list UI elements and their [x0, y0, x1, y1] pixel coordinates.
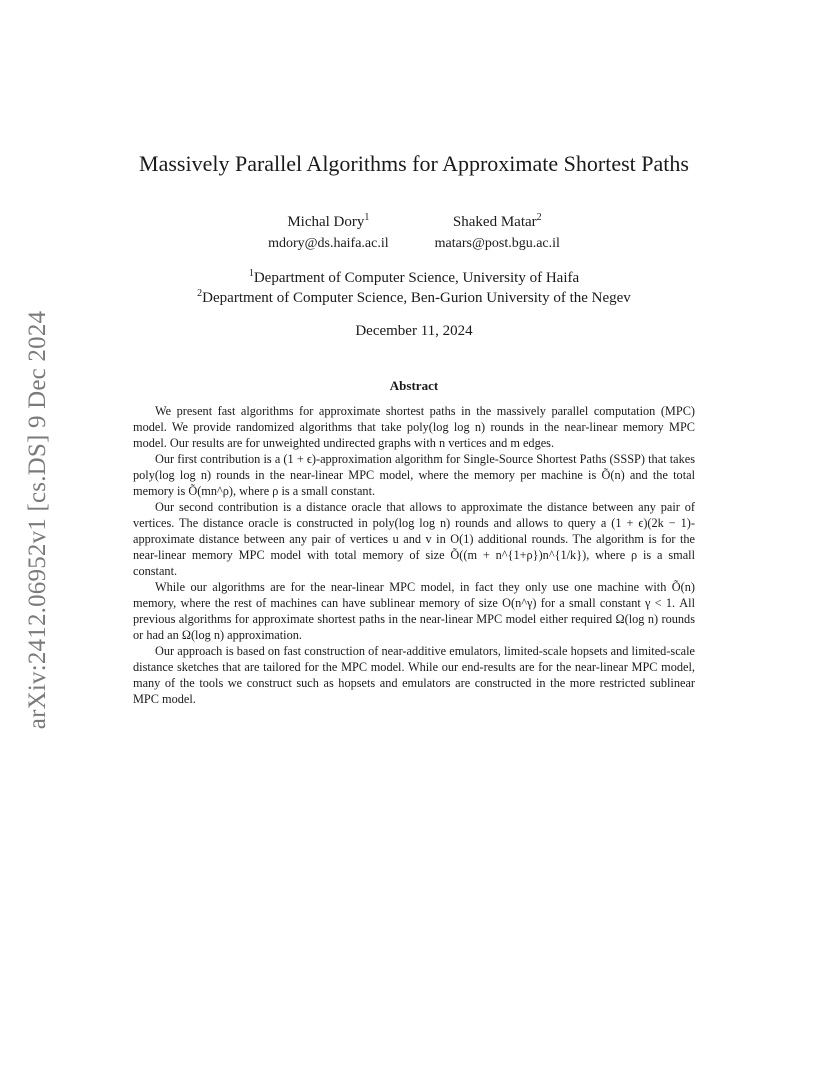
affiliation-marker: 1	[248, 268, 254, 279]
abstract-body	[133, 403, 695, 707]
paper-title: Massively Parallel Algorithms for Approximate Shortest Paths	[139, 151, 689, 176]
abstract-paragraph: Our second contribution is a distance oracle that allows to approximate the distance between any pair of vertices. The distance oracle is constructed in poly(log log n) rounds and allows to query a (1 + ϵ)(2k − 1)-approximate distance between any pair of vertices u and v in O(1) additional rounds. The algorithm is for the near-linear memory MPC model with total memory of size Õ((m + n^{1+ρ})n^{1/k}), where ρ is a small constant.	[133, 500, 695, 578]
author-email: matars@post.bgu.ac.il	[434, 236, 560, 251]
affiliation-list	[0, 268, 828, 308]
abstract-paragraph: Our approach is based on fast construction of near-additive emulators, limited-scale hopsets and limited-scale distance sketches that are tailored for the MPC model. While our end-results are for the near-linear MPC model, many of the tools we construct such as hopsets and emulators are constructed in the more restricted sublinear MPC model.	[133, 644, 695, 706]
author-affiliation-marker: 2	[536, 212, 542, 223]
author-list	[0, 212, 828, 254]
affiliation-marker: 2	[197, 288, 203, 299]
author-name: Michal Dory	[287, 214, 365, 230]
abstract-paragraph: We present fast algorithms for approximate shortest paths in the massively parallel computation (MPC) model. We provide randomized algorithms that take poly(log log n) rounds in the near-linear memory MPC model. Our results are for unweighted undirected graphs with n vertices and m edges.	[133, 404, 695, 450]
author-email: mdory@ds.haifa.ac.il	[268, 236, 389, 251]
abstract-paragraph: While our algorithms are for the near-linear MPC model, in fact they only use one machine with Õ(n) memory, where the rest of machines can have sublinear memory of size O(n^γ) for a small constant γ < 1. All previous algorithms for approximate shortest paths in the near-linear MPC model either required Ω(log n) rounds or had an Ω(log n) approximation.	[133, 580, 695, 642]
affiliation	[0, 288, 828, 308]
arxiv-identifier-stamp: arXiv:2412.06952v1 [cs.DS] 9 Dec 2024	[24, 310, 51, 730]
author-name-line	[268, 212, 389, 233]
affiliation-text: Department of Computer Science, University of Haifa	[253, 270, 580, 286]
affiliation	[0, 268, 828, 288]
affiliation-text: Department of Computer Science, Ben-Gurion University of the Negev	[202, 290, 631, 306]
author-block	[435, 212, 560, 254]
author-block	[268, 212, 389, 254]
publication-date: December 11, 2024	[355, 323, 473, 339]
abstract-heading: Abstract	[389, 378, 439, 393]
author-name: Shaked Matar	[452, 214, 537, 230]
author-affiliation-marker: 1	[364, 212, 370, 223]
author-name-line	[435, 212, 560, 233]
abstract-paragraph: Our first contribution is a (1 + ϵ)-approximation algorithm for Single-Source Shortest Paths (SSSP) that takes poly(log log n) rounds in the near-linear MPC model, where the memory per machine is Õ(n) and the total memory is Õ(mn^ρ), where ρ is a small constant.	[133, 452, 695, 498]
